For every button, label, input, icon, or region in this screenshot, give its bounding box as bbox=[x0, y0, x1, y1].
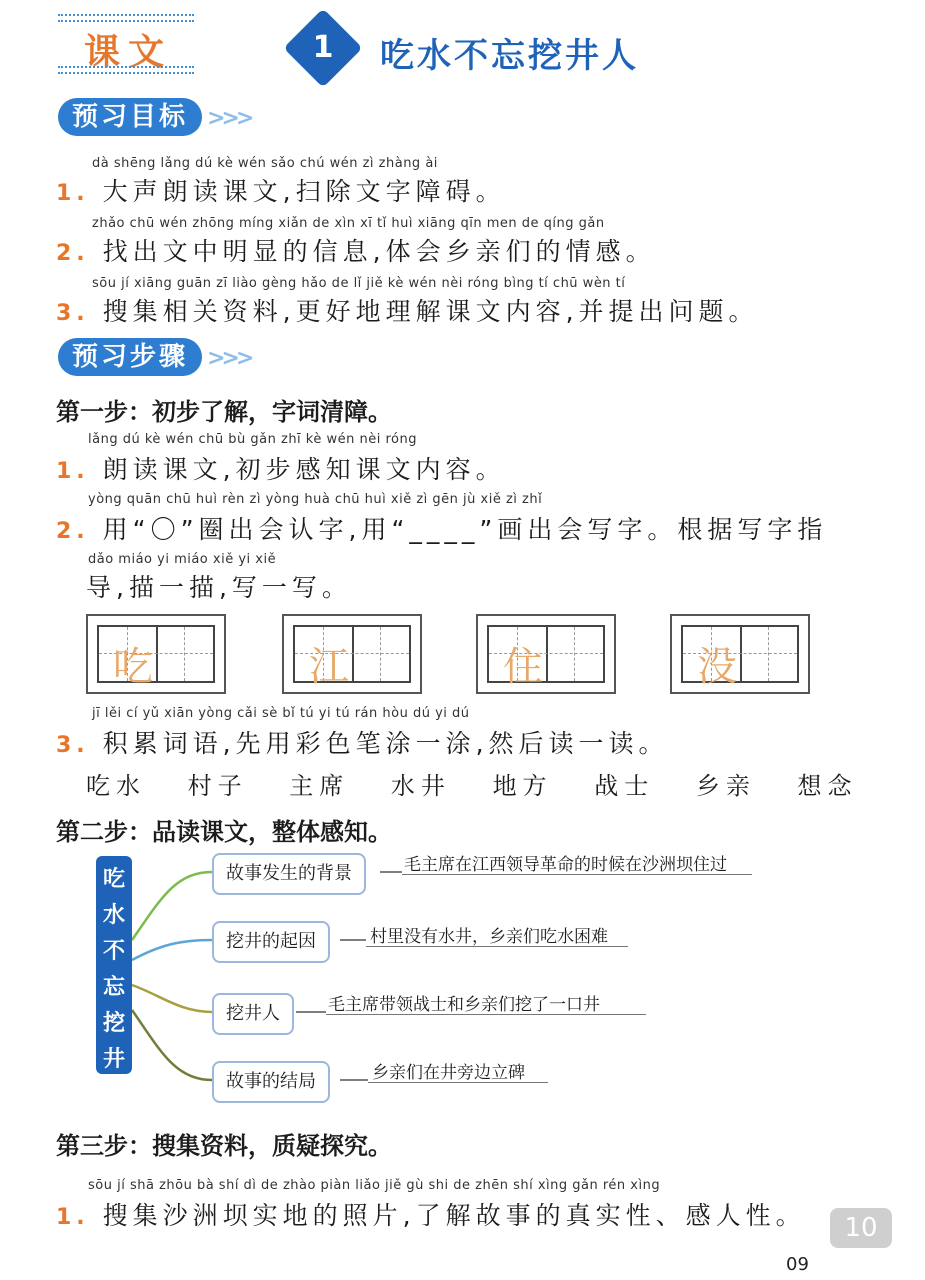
practice-char-4: 没 bbox=[697, 644, 737, 690]
mindmap-root: 吃水不忘挖井人 bbox=[96, 856, 132, 1074]
step-3-heading: 第三步：搜集资料，质疑探究。 bbox=[56, 1132, 392, 1160]
preview-goals-pill: 预习目标 bbox=[58, 98, 202, 136]
practice-char-1: 吃 bbox=[113, 644, 153, 690]
step1-item2-pinyin-b: dǎo miáo yi miáo xiě yi xiě bbox=[88, 552, 277, 567]
mindmap-node-background: 故事发生的背景 bbox=[212, 853, 366, 895]
preview-steps-pill: 预习步骤 bbox=[58, 338, 202, 376]
page-badge: 10 bbox=[830, 1208, 892, 1248]
step1-item1-num: 1. bbox=[56, 459, 90, 484]
mindmap-node-digger: 挖井人 bbox=[212, 993, 294, 1035]
answer-line bbox=[366, 946, 628, 947]
word-4: 水井 bbox=[390, 772, 451, 800]
word-8: 想念 bbox=[797, 772, 858, 800]
goal-1-pinyin: dà shēng lǎng dú kè wén sǎo chú wén zì zhàng ài bbox=[92, 156, 438, 171]
step3-item1 bbox=[56, 1196, 806, 1232]
step1-item2-text-a: 用“〇”圈出会认字,用“____”画出会写字。根据写字指 bbox=[102, 515, 828, 544]
step1-item2-num: 2. bbox=[56, 519, 90, 544]
step1-item2-text-b: 导,描一描,写一写。 bbox=[86, 573, 352, 602]
goal-3-text: 搜集相关资料,更好地理解课文内容,并提出问题。 bbox=[102, 297, 759, 326]
goal-1-num: 1. bbox=[56, 181, 90, 206]
mindmap-node-cause: 挖井的起因 bbox=[212, 921, 330, 963]
word-2: 村子 bbox=[187, 772, 248, 800]
goal-2-text: 找出文中明显的信息,体会乡亲们的情感。 bbox=[102, 237, 656, 266]
answer-line bbox=[368, 1082, 548, 1083]
practice-char-2: 江 bbox=[309, 644, 349, 690]
lesson-title: 吃水不忘挖井人 bbox=[380, 36, 639, 76]
step1-item1-text: 朗读课文,初步感知课文内容。 bbox=[102, 455, 506, 484]
word-3: 主席 bbox=[289, 772, 350, 800]
step-2-heading: 第二步：品读课文，整体感知。 bbox=[56, 818, 392, 846]
chevrons-icon: >>> bbox=[207, 346, 251, 371]
step1-item3-text: 积累词语,先用彩色笔涂一涂,然后读一读。 bbox=[102, 729, 669, 758]
step1-item3-num: 3. bbox=[56, 733, 90, 758]
step3-item1-pinyin: sōu jí shā zhōu bà shí dì de zhào piàn liǎo jiě gù shi de zhēn shí xìng gǎn rén xìng bbox=[88, 1178, 661, 1193]
word-5: 地方 bbox=[492, 772, 553, 800]
practice-char-3: 住 bbox=[503, 644, 543, 690]
step1-item2-pinyin-a: yòng quān chū huì rèn zì yòng huà chū huì xiě zì gēn jù xiě zì zhǐ bbox=[88, 492, 543, 507]
lesson-tag-label: 课文 bbox=[84, 32, 173, 73]
step1-item3-pinyin: jī lěi cí yǔ xiān yòng cǎi sè bǐ tú yi tú rán hòu dú yi dú bbox=[92, 706, 470, 721]
step3-item1-text: 搜集沙洲坝实地的照片,了解故事的真实性、感人性。 bbox=[102, 1201, 806, 1230]
goal-1-text: 大声朗读课文,扫除文字障碍。 bbox=[102, 177, 506, 206]
mindmap-desc-background: 毛主席在江西领导革命的时候在沙洲坝住过 bbox=[404, 855, 727, 875]
answer-line bbox=[326, 1014, 646, 1015]
step1-item1-pinyin: lǎng dú kè wén chū bù gǎn zhī kè wén nèi róng bbox=[88, 432, 417, 447]
word-1: 吃水 bbox=[86, 772, 146, 800]
word-6: 战士 bbox=[594, 772, 655, 800]
page-number: 09 bbox=[786, 1254, 809, 1275]
mindmap-node-ending: 故事的结局 bbox=[212, 1061, 330, 1103]
mindmap-desc-digger: 毛主席带领战士和乡亲们挖了一口井 bbox=[328, 995, 600, 1015]
mindmap-desc-cause: 村里没有水井，乡亲们吃水困难 bbox=[370, 927, 608, 947]
mindmap-desc-ending: 乡亲们在井旁边立碑 bbox=[372, 1063, 525, 1083]
chevrons-icon: >>> bbox=[207, 106, 251, 131]
goal-2-pinyin: zhǎo chū wén zhōng míng xiǎn de xìn xī tǐ huì xiāng qīn men de qíng gǎn bbox=[92, 216, 605, 231]
lesson-number: 1 bbox=[312, 30, 334, 65]
goal-3-num: 3. bbox=[56, 301, 90, 326]
goal-2-num: 2. bbox=[56, 241, 90, 266]
word-7: 乡亲 bbox=[695, 772, 756, 800]
step3-item1-num: 1. bbox=[56, 1205, 90, 1230]
answer-line bbox=[402, 874, 752, 875]
step-1-heading: 第一步：初步了解，字词清障。 bbox=[56, 398, 392, 426]
goal-3-pinyin: sōu jí xiāng guān zī liào gèng hǎo de lǐ jiě kè wén nèi róng bìng tí chū wèn tí bbox=[92, 276, 626, 291]
